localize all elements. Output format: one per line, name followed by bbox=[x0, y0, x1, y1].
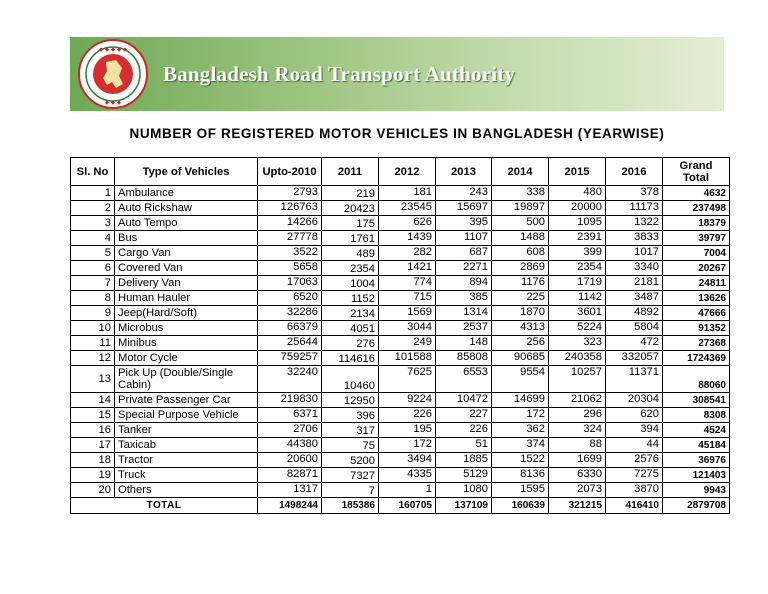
count-cell: 324 bbox=[549, 423, 606, 438]
col-header: 2016 bbox=[606, 158, 663, 186]
count-cell: 227 bbox=[436, 408, 492, 423]
count-cell: 10257 bbox=[549, 366, 606, 393]
count-cell: 626 bbox=[379, 216, 436, 231]
table-row bbox=[71, 366, 730, 393]
count-cell: 1152 bbox=[322, 291, 379, 306]
count-cell: 715 bbox=[379, 291, 436, 306]
count-cell: 101588 bbox=[379, 351, 436, 366]
serial-cell: 16 bbox=[71, 423, 115, 438]
vehicle-type-cell: Motor Cycle bbox=[115, 351, 258, 366]
table-row bbox=[71, 261, 730, 276]
count-cell: 3870 bbox=[606, 483, 663, 498]
total-value-cell: 416410 bbox=[606, 498, 663, 514]
count-cell: 5658 bbox=[258, 261, 322, 276]
count-cell: 489 bbox=[322, 246, 379, 261]
count-cell: 90685 bbox=[492, 351, 549, 366]
count-cell: 4892 bbox=[606, 306, 663, 321]
table-row bbox=[71, 423, 730, 438]
count-cell: 2354 bbox=[549, 261, 606, 276]
count-cell: 44380 bbox=[258, 438, 322, 453]
count-cell: 256 bbox=[492, 336, 549, 351]
serial-cell: 9 bbox=[71, 306, 115, 321]
serial-cell: 13 bbox=[71, 366, 115, 393]
grand-total-cell: 20267 bbox=[663, 261, 730, 276]
serial-cell: 8 bbox=[71, 291, 115, 306]
col-header: Sl. No bbox=[71, 158, 115, 186]
count-cell: 19897 bbox=[492, 201, 549, 216]
grand-total-cell: 27368 bbox=[663, 336, 730, 351]
count-cell: 1870 bbox=[492, 306, 549, 321]
count-cell: 2576 bbox=[606, 453, 663, 468]
count-cell: 17063 bbox=[258, 276, 322, 291]
count-cell: 399 bbox=[549, 246, 606, 261]
vehicle-type-cell: Microbus bbox=[115, 321, 258, 336]
count-cell: 75 bbox=[322, 438, 379, 453]
count-cell: 2181 bbox=[606, 276, 663, 291]
table-row bbox=[71, 201, 730, 216]
count-cell: 500 bbox=[492, 216, 549, 231]
grand-total-cell: 36976 bbox=[663, 453, 730, 468]
table-row bbox=[71, 438, 730, 453]
count-cell: 6553 bbox=[436, 366, 492, 393]
count-cell: 23545 bbox=[379, 201, 436, 216]
count-cell: 10472 bbox=[436, 393, 492, 408]
count-cell: 378 bbox=[606, 186, 663, 201]
grand-total-cell: 39797 bbox=[663, 231, 730, 246]
count-cell: 225 bbox=[492, 291, 549, 306]
serial-cell: 6 bbox=[71, 261, 115, 276]
total-value-cell: 2879708 bbox=[663, 498, 730, 514]
vehicle-type-cell: Special Purpose Vehicle bbox=[115, 408, 258, 423]
count-cell: 15697 bbox=[436, 201, 492, 216]
serial-cell: 4 bbox=[71, 231, 115, 246]
count-cell: 172 bbox=[379, 438, 436, 453]
count-cell: 323 bbox=[549, 336, 606, 351]
count-cell: 172 bbox=[492, 408, 549, 423]
count-cell: 395 bbox=[436, 216, 492, 231]
count-cell: 2073 bbox=[549, 483, 606, 498]
org-name: Bangladesh Road Transport Authority bbox=[163, 62, 516, 86]
count-cell: 3487 bbox=[606, 291, 663, 306]
serial-cell: 20 bbox=[71, 483, 115, 498]
grand-total-cell: 7004 bbox=[663, 246, 730, 261]
count-cell: 1314 bbox=[436, 306, 492, 321]
grand-total-cell: 13626 bbox=[663, 291, 730, 306]
count-cell: 620 bbox=[606, 408, 663, 423]
vehicle-type-cell: Jeep(Hard/Soft) bbox=[115, 306, 258, 321]
count-cell: 282 bbox=[379, 246, 436, 261]
col-header: Upto-2010 bbox=[258, 158, 322, 186]
grand-total-cell: 47666 bbox=[663, 306, 730, 321]
serial-cell: 17 bbox=[71, 438, 115, 453]
count-cell: 374 bbox=[492, 438, 549, 453]
grand-total-cell: 8308 bbox=[663, 408, 730, 423]
count-cell: 20423 bbox=[322, 201, 379, 216]
count-cell: 6330 bbox=[549, 468, 606, 483]
grand-total-cell: 237498 bbox=[663, 201, 730, 216]
grand-total-cell: 308541 bbox=[663, 393, 730, 408]
table-row bbox=[71, 408, 730, 423]
count-cell: 66379 bbox=[258, 321, 322, 336]
count-cell: 3494 bbox=[379, 453, 436, 468]
count-cell: 44 bbox=[606, 438, 663, 453]
count-cell: 114616 bbox=[322, 351, 379, 366]
grand-total-cell: 9943 bbox=[663, 483, 730, 498]
serial-cell: 14 bbox=[71, 393, 115, 408]
count-cell: 32240 bbox=[258, 366, 322, 393]
total-value-cell: 1498244 bbox=[258, 498, 322, 514]
table-row bbox=[71, 321, 730, 336]
total-value-cell: 160639 bbox=[492, 498, 549, 514]
grand-total-cell: 121403 bbox=[663, 468, 730, 483]
vehicle-type-cell: Bus bbox=[115, 231, 258, 246]
count-cell: 11173 bbox=[606, 201, 663, 216]
table-row bbox=[71, 351, 730, 366]
count-cell: 148 bbox=[436, 336, 492, 351]
table-row bbox=[71, 306, 730, 321]
count-cell: 2354 bbox=[322, 261, 379, 276]
grand-total-cell: 24811 bbox=[663, 276, 730, 291]
grand-total-cell: 1724369 bbox=[663, 351, 730, 366]
count-cell: 1885 bbox=[436, 453, 492, 468]
serial-cell: 15 bbox=[71, 408, 115, 423]
serial-cell: 19 bbox=[71, 468, 115, 483]
count-cell: 2869 bbox=[492, 261, 549, 276]
count-cell: 7327 bbox=[322, 468, 379, 483]
grand-total-cell: 4524 bbox=[663, 423, 730, 438]
total-value-cell: 321215 bbox=[549, 498, 606, 514]
count-cell: 1095 bbox=[549, 216, 606, 231]
serial-cell: 18 bbox=[71, 453, 115, 468]
count-cell: 2134 bbox=[322, 306, 379, 321]
vehicle-type-cell: Truck bbox=[115, 468, 258, 483]
grand-total-cell: 91352 bbox=[663, 321, 730, 336]
vehicle-type-cell: Ambulance bbox=[115, 186, 258, 201]
grand-total-cell: 18379 bbox=[663, 216, 730, 231]
count-cell: 276 bbox=[322, 336, 379, 351]
total-value-cell: 137109 bbox=[436, 498, 492, 514]
vehicle-type-cell: Taxicab bbox=[115, 438, 258, 453]
vehicles-table bbox=[70, 157, 730, 514]
count-cell: 1004 bbox=[322, 276, 379, 291]
count-cell: 20000 bbox=[549, 201, 606, 216]
table-row bbox=[71, 231, 730, 246]
vehicle-type-cell: Private Passenger Car bbox=[115, 393, 258, 408]
count-cell: 472 bbox=[606, 336, 663, 351]
count-cell: 687 bbox=[436, 246, 492, 261]
col-header: Type of Vehicles bbox=[115, 158, 258, 186]
col-header: 2015 bbox=[549, 158, 606, 186]
count-cell: 181 bbox=[379, 186, 436, 201]
count-cell: 4313 bbox=[492, 321, 549, 336]
count-cell: 2271 bbox=[436, 261, 492, 276]
serial-cell: 5 bbox=[71, 246, 115, 261]
serial-cell: 7 bbox=[71, 276, 115, 291]
total-value-cell: 185386 bbox=[322, 498, 379, 514]
count-cell: 1595 bbox=[492, 483, 549, 498]
count-cell: 1176 bbox=[492, 276, 549, 291]
count-cell: 9554 bbox=[492, 366, 549, 393]
grand-total-cell: 4632 bbox=[663, 186, 730, 201]
count-cell: 3522 bbox=[258, 246, 322, 261]
vehicle-type-cell: Pick Up (Double/Single Cabin) bbox=[115, 366, 258, 393]
col-header: 2011 bbox=[322, 158, 379, 186]
count-cell: 362 bbox=[492, 423, 549, 438]
count-cell: 396 bbox=[322, 408, 379, 423]
count-cell: 7275 bbox=[606, 468, 663, 483]
count-cell: 219830 bbox=[258, 393, 322, 408]
count-cell: 5200 bbox=[322, 453, 379, 468]
count-cell: 226 bbox=[379, 408, 436, 423]
table-row bbox=[71, 291, 730, 306]
vehicle-type-cell: Human Hauler bbox=[115, 291, 258, 306]
serial-cell: 3 bbox=[71, 216, 115, 231]
count-cell: 1142 bbox=[549, 291, 606, 306]
count-cell: 195 bbox=[379, 423, 436, 438]
count-cell: 1569 bbox=[379, 306, 436, 321]
count-cell: 1761 bbox=[322, 231, 379, 246]
brta-emblem-logo bbox=[72, 38, 154, 110]
count-cell: 126763 bbox=[258, 201, 322, 216]
count-cell: 226 bbox=[436, 423, 492, 438]
count-cell: 11371 bbox=[606, 366, 663, 393]
count-cell: 243 bbox=[436, 186, 492, 201]
svg-text:◆ ◆ ◆: ◆ ◆ ◆ bbox=[104, 100, 122, 106]
table-row bbox=[71, 483, 730, 498]
total-label: TOTAL bbox=[71, 498, 258, 514]
count-cell: 5224 bbox=[549, 321, 606, 336]
count-cell: 385 bbox=[436, 291, 492, 306]
count-cell: 3340 bbox=[606, 261, 663, 276]
svg-text:◆ ◆ ◆ ◆ ◆: ◆ ◆ ◆ ◆ ◆ bbox=[98, 47, 128, 53]
table-row bbox=[71, 453, 730, 468]
count-cell: 2706 bbox=[258, 423, 322, 438]
count-cell: 27778 bbox=[258, 231, 322, 246]
count-cell: 1699 bbox=[549, 453, 606, 468]
count-cell: 2537 bbox=[436, 321, 492, 336]
vehicle-type-cell: Tanker bbox=[115, 423, 258, 438]
count-cell: 894 bbox=[436, 276, 492, 291]
count-cell: 759257 bbox=[258, 351, 322, 366]
count-cell: 175 bbox=[322, 216, 379, 231]
count-cell: 82871 bbox=[258, 468, 322, 483]
count-cell: 6371 bbox=[258, 408, 322, 423]
count-cell: 20304 bbox=[606, 393, 663, 408]
serial-cell: 1 bbox=[71, 186, 115, 201]
count-cell: 32286 bbox=[258, 306, 322, 321]
count-cell: 2391 bbox=[549, 231, 606, 246]
table-row bbox=[71, 276, 730, 291]
count-cell: 20600 bbox=[258, 453, 322, 468]
vehicle-type-cell: Covered Van bbox=[115, 261, 258, 276]
count-cell: 2793 bbox=[258, 186, 322, 201]
count-cell: 1080 bbox=[436, 483, 492, 498]
vehicle-type-cell: Minibus bbox=[115, 336, 258, 351]
count-cell: 8136 bbox=[492, 468, 549, 483]
total-value-cell: 160705 bbox=[379, 498, 436, 514]
count-cell: 608 bbox=[492, 246, 549, 261]
table-row bbox=[71, 336, 730, 351]
count-cell: 25644 bbox=[258, 336, 322, 351]
serial-cell: 2 bbox=[71, 201, 115, 216]
count-cell: 1017 bbox=[606, 246, 663, 261]
table-row bbox=[71, 186, 730, 201]
serial-cell: 11 bbox=[71, 336, 115, 351]
vehicle-type-cell: Delivery Van bbox=[115, 276, 258, 291]
count-cell: 85808 bbox=[436, 351, 492, 366]
count-cell: 14699 bbox=[492, 393, 549, 408]
count-cell: 219 bbox=[322, 186, 379, 201]
header-banner bbox=[70, 37, 724, 111]
count-cell: 5129 bbox=[436, 468, 492, 483]
count-cell: 394 bbox=[606, 423, 663, 438]
serial-cell: 10 bbox=[71, 321, 115, 336]
count-cell: 1439 bbox=[379, 231, 436, 246]
count-cell: 88 bbox=[549, 438, 606, 453]
count-cell: 296 bbox=[549, 408, 606, 423]
count-cell: 240358 bbox=[549, 351, 606, 366]
count-cell: 21062 bbox=[549, 393, 606, 408]
table-header-row bbox=[71, 158, 730, 186]
count-cell: 1421 bbox=[379, 261, 436, 276]
serial-cell: 12 bbox=[71, 351, 115, 366]
count-cell: 3044 bbox=[379, 321, 436, 336]
count-cell: 4051 bbox=[322, 321, 379, 336]
count-cell: 51 bbox=[436, 438, 492, 453]
count-cell: 1488 bbox=[492, 231, 549, 246]
vehicle-type-cell: Others bbox=[115, 483, 258, 498]
count-cell: 317 bbox=[322, 423, 379, 438]
count-cell: 249 bbox=[379, 336, 436, 351]
table-row bbox=[71, 468, 730, 483]
count-cell: 1322 bbox=[606, 216, 663, 231]
grand-total-cell: 45184 bbox=[663, 438, 730, 453]
table-row bbox=[71, 393, 730, 408]
count-cell: 5804 bbox=[606, 321, 663, 336]
vehicle-type-cell: Auto Tempo bbox=[115, 216, 258, 231]
document-title: NUMBER OF REGISTERED MOTOR VEHICLES IN BANGLADESH (YEARWISE) bbox=[129, 126, 665, 141]
col-header: 2012 bbox=[379, 158, 436, 186]
count-cell: 1522 bbox=[492, 453, 549, 468]
count-cell: 6520 bbox=[258, 291, 322, 306]
table-row bbox=[71, 246, 730, 261]
count-cell: 1 bbox=[379, 483, 436, 498]
count-cell: 4335 bbox=[379, 468, 436, 483]
vehicle-type-cell: Cargo Van bbox=[115, 246, 258, 261]
vehicle-type-cell: Tractor bbox=[115, 453, 258, 468]
col-header: 2014 bbox=[492, 158, 549, 186]
count-cell: 12950 bbox=[322, 393, 379, 408]
count-cell: 774 bbox=[379, 276, 436, 291]
count-cell: 332057 bbox=[606, 351, 663, 366]
count-cell: 3833 bbox=[606, 231, 663, 246]
count-cell: 1317 bbox=[258, 483, 322, 498]
grand-total-cell: 88060 bbox=[663, 366, 730, 393]
table-row bbox=[71, 216, 730, 231]
count-cell: 3601 bbox=[549, 306, 606, 321]
total-row bbox=[71, 498, 730, 514]
count-cell: 10460 bbox=[322, 366, 379, 393]
count-cell: 338 bbox=[492, 186, 549, 201]
count-cell: 9224 bbox=[379, 393, 436, 408]
col-header: Grand Total bbox=[663, 158, 730, 186]
col-header: 2013 bbox=[436, 158, 492, 186]
vehicle-type-cell: Auto Rickshaw bbox=[115, 201, 258, 216]
count-cell: 7 bbox=[322, 483, 379, 498]
count-cell: 1719 bbox=[549, 276, 606, 291]
count-cell: 1107 bbox=[436, 231, 492, 246]
count-cell: 14266 bbox=[258, 216, 322, 231]
count-cell: 7625 bbox=[379, 366, 436, 393]
count-cell: 480 bbox=[549, 186, 606, 201]
